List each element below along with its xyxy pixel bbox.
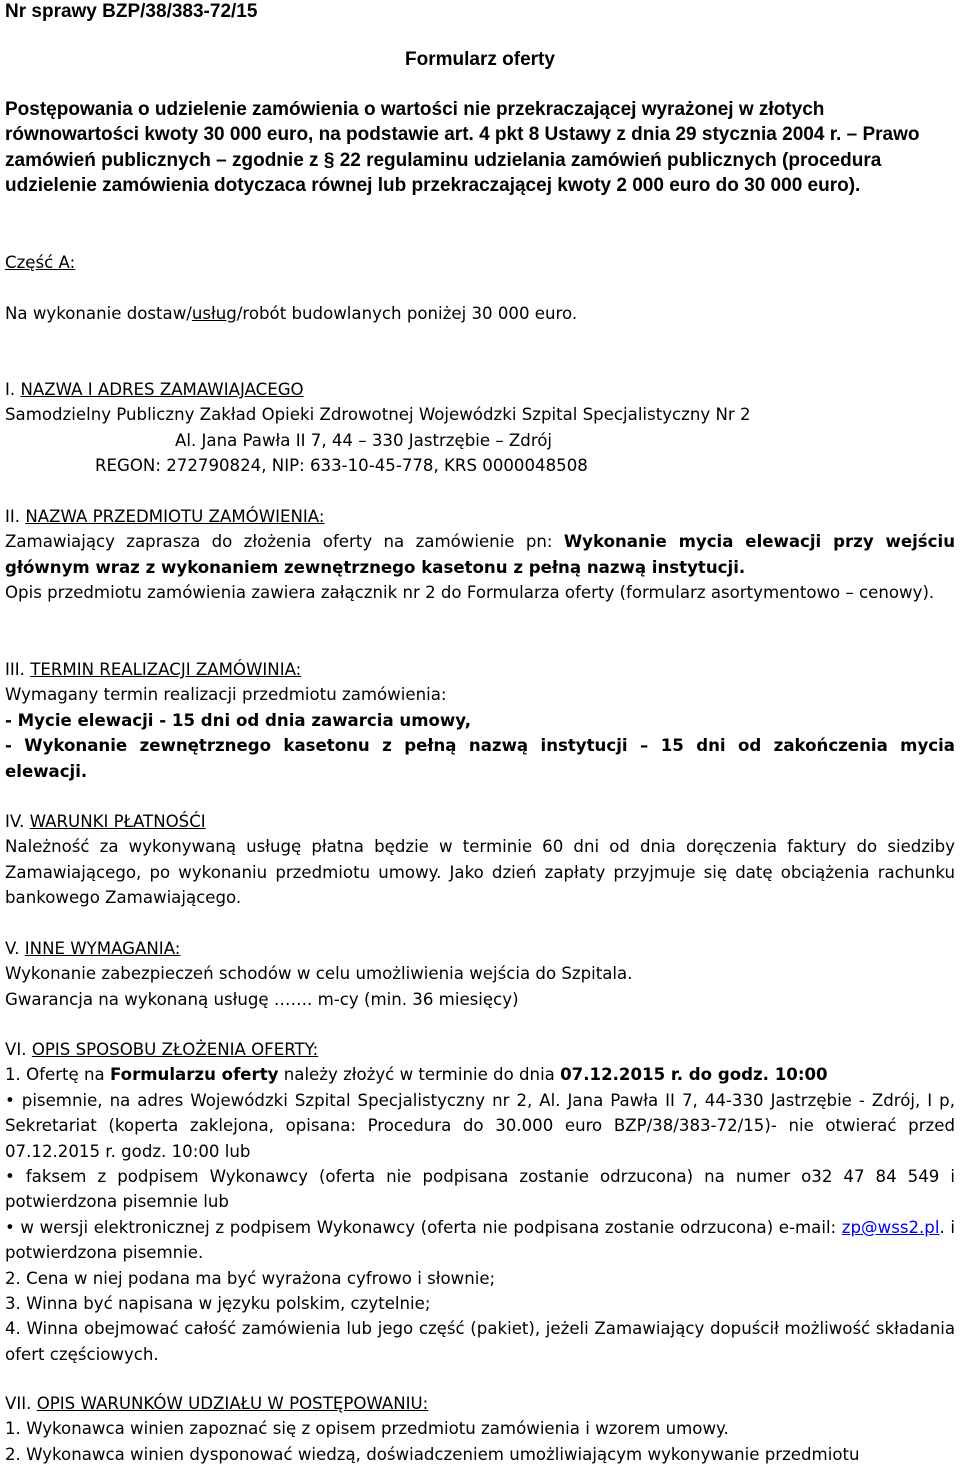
section-7-number: VII. [5,1394,32,1413]
offer-bullet-electronic-tail: . i potwierdzona pisemnie. [5,1217,955,1263]
offer-bullet-written: • pisemnie, na adres Wojewódzki Szpital Specjalistyczny nr 2, Al. Jana Pawła II 7, 44-330 Jastrzębie - Zdrój, I p, Sekretariat (koperta zaklejona, opisana: Procedura do 30.000 euro BZP/38/383-72/15)- nie otwierać przed 07.12.2015 r. godz. 10:00 lub [5,1090,955,1161]
section-3-title: TERMIN REALIZACJI ZAMÓWINIA: [30,660,302,679]
offer-item-1 [5,1062,955,1087]
part-a-text [5,301,955,326]
contracting-authority-name: Samodzielny Publiczny Zakład Opieki Zdrowotnej Wojewódzki Szpital Specjalistyczny Nr 2 [5,405,751,425]
section-7 [5,1391,955,1467]
section-4-title: WARUNKI PŁATNOŚĆI [29,812,206,831]
contracting-authority-address: Al. Jana Pawła II 7, 44 – 330 Jastrzębie – Zdrój [175,430,553,450]
order-subject-title: Wykonanie mycia elewacji przy wejściu głównym wraz z wykonaniem zewnętrznego kasetonu z pełną nazwą instytucji. [5,532,956,577]
requirement-stairs: Wykonanie zabezpieczeń schodów w celu umożliwienia wejścia do Szpitala. [5,964,633,984]
section-1-heading [5,377,955,402]
order-subject-paragraph [5,529,955,580]
offer-item-1-a: 1. Ofertę na [5,1065,105,1085]
offer-item-1-form: Formularzu oferty [110,1065,279,1085]
section-6-number: VI. [5,1040,27,1059]
section-6 [5,1037,955,1367]
section-5-number: V. [5,939,20,958]
order-description-note: Opis przedmiotu zamówienia zawiera załącznik nr 2 do Formularza oferty (formularz asortymentowo – cenowy). [5,583,935,603]
section-7-heading [5,1391,955,1416]
section-7-title: OPIS WARUNKÓW UDZIAŁU W POSTĘPOWANIU: [36,1394,429,1413]
offer-bullet-electronic-text: • w wersji elektronicznej z podpisem Wykonawcy (oferta nie podpisana zostanie odrzucona) e-mail: [5,1217,837,1237]
condition-item-2: 2. Wykonawca winien dysponować wiedzą, doświadczeniem umożliwiającym wykonywanie przedmiotu [5,1444,860,1464]
section-1-title: NAZWA I ADRES ZAMAWIAJACEGO [20,380,304,399]
section-3-heading [5,657,955,682]
offer-bullet-fax: • faksem z podpisem Wykonawcy (oferta nie podpisana zostanie odrzucona) na numer o32 47 84 549 i potwierdzona pisemnie lub [5,1167,955,1212]
section-6-title: OPIS SPOSOBU ZŁOŻENIA OFERTY: [31,1040,319,1059]
intro-part2: 22 regulaminu udzielania zamówień publicznych (procedura udzielenie zamówienia dotyczaca równej lub przekraczającej kwoty 2 000 euro do 30 000 euro). [5,149,882,197]
deadline-item-2: - Wykonanie zewnętrznego kasetonu z pełną nazwą instytucji – 15 dni od zakończenia mycia elewacji. [5,736,955,781]
section-3 [5,657,955,784]
form-title: Formularz oferty [405,49,555,70]
section-5 [5,936,955,1012]
part-a-label: Część A: [5,253,76,272]
offer-bullet-electronic [5,1215,955,1266]
order-subject-intro: Zamawiający zaprasza do złożenia oferty na zamówienie pn: [5,532,553,552]
requirement-warranty: Gwarancja na wykonaną usługę ……. m-cy (min. 36 miesięcy) [5,989,519,1009]
part-a-text-after: /robót budowlanych poniżej 30 000 euro. [236,304,578,323]
part-a-text-underlined: usług [191,304,237,323]
section-sign: § [323,149,335,171]
condition-item-1: 1. Wykonawca winien zapoznać się z opisem przedmiotu zamówienia i wzorem umowy. [5,1419,729,1439]
email-link[interactable]: zp@wss2.pl [841,1217,940,1237]
offer-item-4: 4. Winna obejmować całość zamówienia lub jego część (pakiet), jeżeli Zamawiający dopuścił możliwość składania ofert częściowych. [5,1319,955,1364]
section-1 [5,377,955,479]
offer-item-2: 2. Cena w niej podana ma być wyrażona cyfrowo i słownie; [5,1268,496,1288]
section-4-number: IV. [5,812,25,831]
deadline-item-1: - Mycie elewacji - 15 dni od dnia zawarcia umowy, [5,710,472,730]
payment-terms-text: Należność za wykonywaną usługę płatna będzie w terminie 60 dni od dnia doręczenia faktury do siedziby Zamawiającego, po wykonaniu przedmiotu umowy. Jako dzień zapłaty przyjmuje się datę obciążenia rachunku bankowego Zamawiającego. [5,837,955,908]
part-a-text-before: Na wykonanie dostaw/ [5,304,192,323]
intro-part1: Postępowania o udzielenie zamówienia o wartości nie przekraczającej wyrażonej w złotych równowartości kwoty 30 000 euro, na podstawie art. 4 pkt 8 Ustawy z dnia 29 stycznia 2004 r. – Prawo zamówień publicznych – zgodnie z [5,99,920,171]
offer-item-1-c: należy złożyć w terminie do dnia [283,1065,555,1085]
section-4 [5,809,955,911]
offer-item-1-deadline: 07.12.2015 r. do godz. 10:00 [560,1065,828,1085]
section-2-number: II. [5,507,21,526]
section-5-title: INNE WYMAGANIA: [24,939,181,958]
offer-item-3: 3. Winna być napisana w języku polskim, czytelnie; [5,1294,431,1314]
section-2-title: NAZWA PRZEDMIOTU ZAMÓWIENIA: [25,507,325,526]
section-2-heading [5,504,955,529]
section-5-heading [5,936,955,961]
section-6-heading [5,1037,955,1062]
section-1-number: I. [5,380,16,399]
contracting-authority-ids: REGON: 272790824, NIP: 633-10-45-778, KRS 0000048508 [95,456,588,476]
intro-paragraph [5,97,955,199]
section-3-number: III. [5,660,25,679]
section-4-heading [5,809,955,834]
section-2 [5,504,955,606]
deadline-intro: Wymagany termin realizacji przedmiotu zamówienia: [5,685,447,705]
case-number: Nr sprawy BZP/38/383-72/15 [5,1,258,22]
